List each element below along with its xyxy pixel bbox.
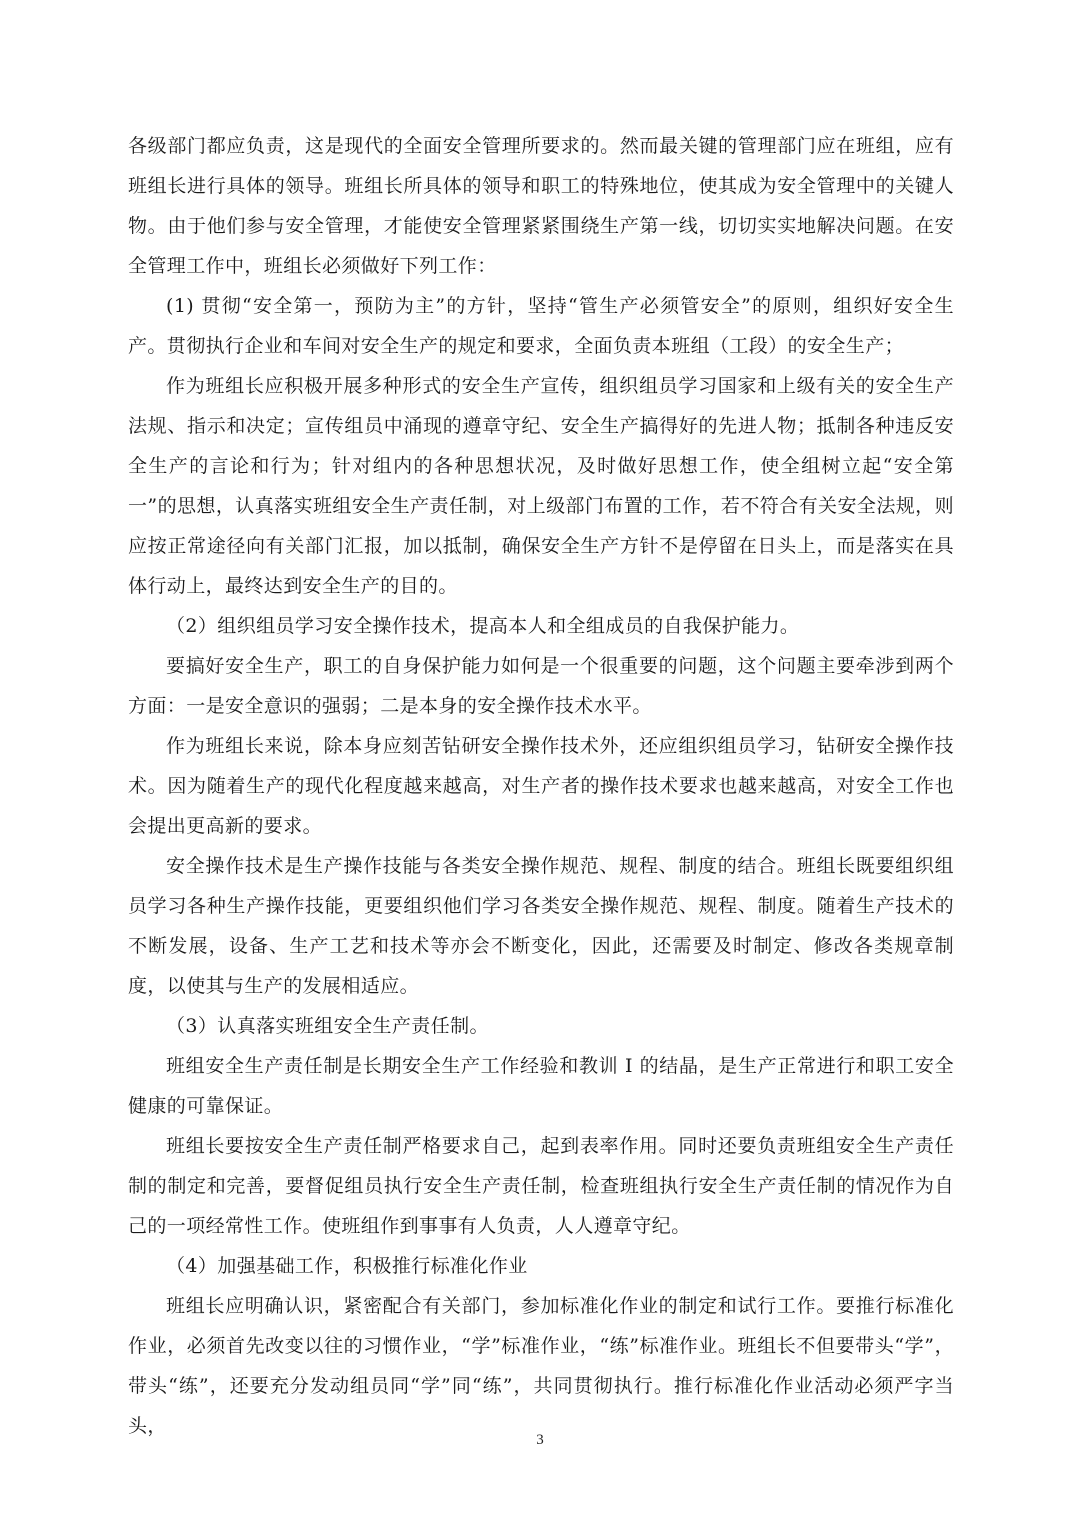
paragraph-item-2-body-a: 要搞好安全生产，职工的自身保护能力如何是一个很重要的问题，这个问题主要牵涉到两个方面：一是安全意识的强弱；二是本身的安全操作技术水平。 xyxy=(128,655,954,717)
paragraph-item-2-body-b: 作为班组长来说，除本身应刻苦钻研安全操作技术外，还应组织组员学习，钻研安全操作技术。因为随着生产的现代化程度越来越高，对生产者的操作技术要求也越来越高，对安全工作也会提出更高新的要求。 xyxy=(128,735,954,837)
paragraph-item-1-body: 作为班组长应积极开展多种形式的安全生产宣传，组织组员学习国家和上级有关的安全生产法规、指示和决定；宣传组员中涌现的遵章守纪、安全生产搞得好的先进人物；抵制各种违反安全生产的言论和行为；针对组内的各种思想状况，及时做好思想工作，使全组树立起“安全第一”的思想，认真落实班组安全生产责任制，对上级部门布置的工作，若不符合有关安全法规，则应按正常途径向有关部门汇报，加以抵制，确保安全生产方针不是停留在日头上，而是落实在具体行动上，最终达到安全生产的目的。 xyxy=(128,375,954,597)
document-body xyxy=(128,126,954,1446)
paragraph-item-2-body-c: 安全操作技术是生产操作技能与各类安全操作规范、规程、制度的结合。班组长既要组织组员学习各种生产操作技能，更要组织他们学习各类安全操作规范、规程、制度。随着生产技术的不断发展，设备、生产工艺和技术等亦会不断变化，因此，还需要及时制定、修改各类规章制度，以使其与生产的发展相适应。 xyxy=(128,855,954,997)
paragraph-item-2-heading: （2）组织组员学习安全操作技术，提高本人和全组成员的自我保护能力。 xyxy=(166,615,800,637)
page-number: 3 xyxy=(536,1432,544,1448)
paragraph-item-1-heading: (1) 贯彻“安全第一，预防为主”的方针，坚持“管生产必须管安全”的原则，组织好安全生产。贯彻执行企业和车间对安全生产的规定和要求，全面负责本班组（工段）的安全生产； xyxy=(128,295,954,357)
paragraph-item-4-heading: （4）加强基础工作，积极推行标准化作业 xyxy=(166,1255,528,1277)
paragraph-item-3-heading: （3）认真落实班组安全生产责任制。 xyxy=(166,1015,489,1037)
paragraph-item-3-body-a: 班组安全生产责任制是长期安全生产工作经验和教训 I 的结晶，是生产正常进行和职工安全健康的可靠保证。 xyxy=(128,1055,954,1117)
paragraph-item-3-body-b: 班组长要按安全生产责任制严格要求自己，起到表率作用。同时还要负责班组安全生产责任制的制定和完善，要督促组员执行安全生产责任制，检查班组执行安全生产责任制的情况作为自己的一项经常性工作。使班组作到事事有人负责，人人遵章守纪。 xyxy=(128,1135,954,1237)
paragraph-intro: 各级部门都应负责，这是现代的全面安全管理所要求的。然而最关键的管理部门应在班组，应有班组长进行具体的领导。班组长所具体的领导和职工的特殊地位，使其成为安全管理中的关键人物。由于他们参与安全管理，才能使安全管理紧紧围绕生产第一线，切切实实地解决问题。在安全管理工作中，班组长必须做好下列工作： xyxy=(128,135,954,277)
paragraph-item-4-body: 班组长应明确认识，紧密配合有关部门，参加标准化作业的制定和试行工作。要推行标准化作业，必须首先改变以往的习惯作业，“学”标准作业，“练”标准作业。班组长不但要带头“学”，带头“练”，还要充分发动组员同“学”同“练”，共同贯彻执行。推行标准化作业活动必须严字当头， xyxy=(128,1295,954,1437)
